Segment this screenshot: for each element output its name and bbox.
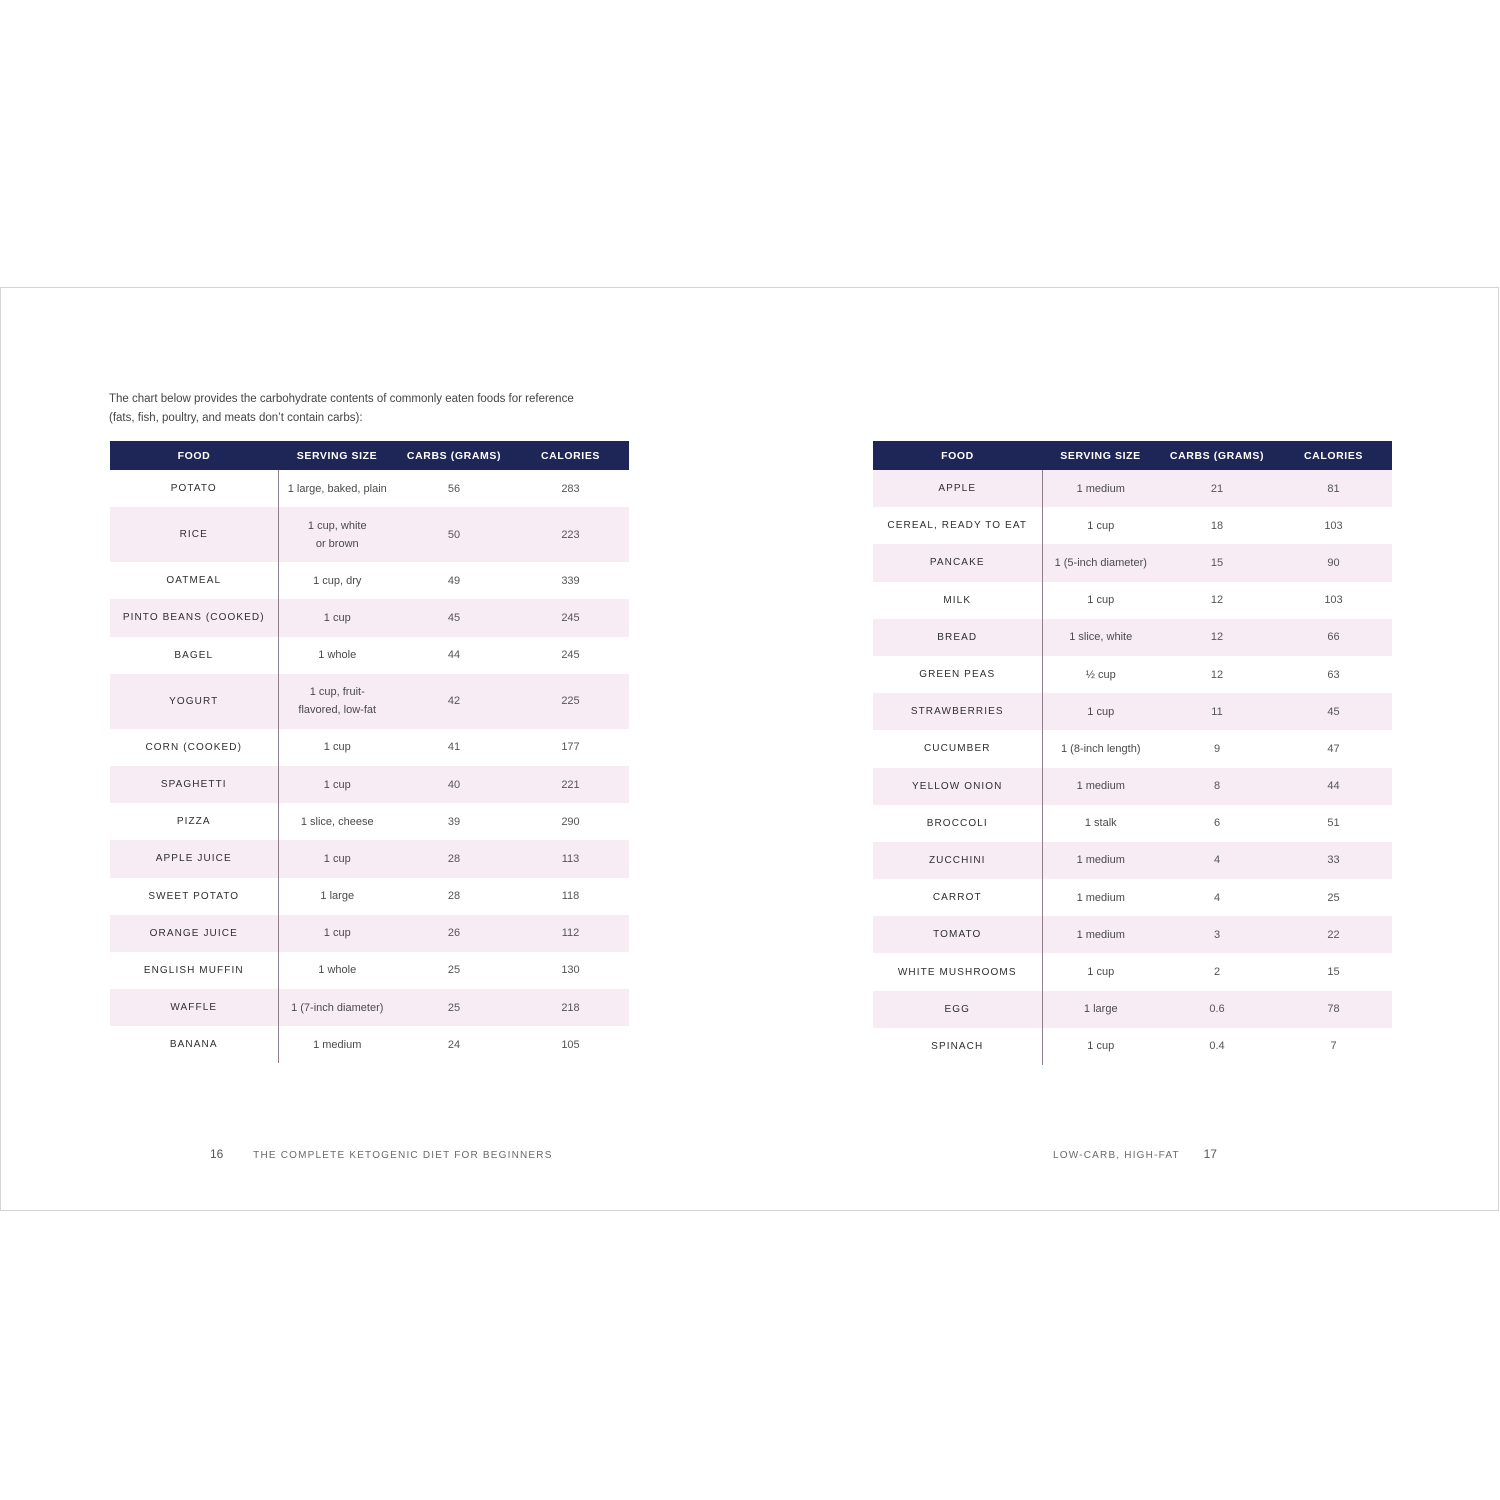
serving-size-cell: 1 slice, white [1042, 619, 1159, 656]
food-cell: BAGEL [110, 637, 278, 674]
table-row [873, 1028, 1392, 1065]
serving-size-cell: 1 cup [278, 766, 396, 803]
food-cell: OATMEAL [110, 562, 278, 599]
header-calories: CALORIES [1275, 441, 1392, 470]
carbs-cell: 12 [1159, 619, 1275, 656]
calories-cell: 103 [1324, 594, 1343, 607]
serving-size-cell: ½ cup [1085, 668, 1116, 681]
calories-cell: 66 [1275, 619, 1392, 656]
serving-size-cell: 1 cup [1087, 594, 1115, 607]
calories-cell: 283 [561, 482, 580, 495]
table-row [110, 878, 629, 915]
header-calories: CALORIES [512, 441, 629, 470]
calories-cell: 245 [512, 599, 629, 636]
carbs-cell: 4 [1213, 891, 1221, 904]
food-cell: CEREAL, READY TO EAT [873, 507, 1042, 544]
table-row [873, 768, 1392, 805]
serving-size-cell: 1 slice, cheese [300, 815, 374, 828]
calories-cell: 90 [1275, 544, 1392, 581]
table-row [873, 656, 1392, 693]
table-row [110, 637, 629, 674]
table-row [873, 730, 1392, 767]
serving-size-cell: 1 cup [1087, 519, 1115, 532]
table-row [110, 674, 629, 729]
serving-size-cell: 1 (5-inch diameter) [1042, 544, 1159, 581]
table-row [110, 952, 629, 989]
food-cell: SPINACH [873, 1028, 1042, 1065]
table-row [110, 915, 629, 952]
header-food: FOOD [110, 441, 278, 470]
food-cell: BROCCOLI [873, 805, 1042, 842]
footer-right [1053, 1147, 1217, 1161]
header-carbs: CARBS (GRAMS) [1159, 441, 1275, 470]
calories-cell: 81 [1275, 470, 1392, 507]
carbs-cell: 0.6 [1159, 991, 1275, 1028]
serving-size-cell: 1 whole [318, 964, 357, 977]
calories-cell: 130 [561, 964, 580, 977]
serving-size-cell: 1 medium [313, 1038, 362, 1051]
food-cell: WHITE MUSHROOMS [873, 953, 1042, 990]
carbs-cell: 28 [396, 840, 512, 877]
serving-size-cell: 1 large [1042, 991, 1159, 1028]
serving-size-cell: 1 (7-inch diameter) [278, 989, 396, 1026]
food-cell: ENGLISH MUFFIN [110, 952, 278, 989]
calories-cell: 221 [512, 766, 629, 803]
carbs-cell: 24 [447, 1038, 461, 1051]
table-row [110, 562, 629, 599]
table-row [873, 582, 1392, 619]
carbs-cell: 21 [1159, 470, 1275, 507]
calories-cell: 105 [561, 1038, 580, 1051]
carb-table-right [873, 441, 1392, 1065]
carbs-cell: 11 [1159, 693, 1275, 730]
calories-cell: 44 [1275, 768, 1392, 805]
table-row [873, 916, 1392, 953]
table-row [110, 766, 629, 803]
page-number-left: 16 [210, 1147, 224, 1161]
food-cell: WAFFLE [110, 989, 278, 1026]
table-header-row [110, 441, 629, 470]
running-title-right: LOW-CARB, HIGH-FAT [1053, 1150, 1180, 1161]
calories-cell: 51 [1327, 817, 1340, 830]
table-row [873, 953, 1392, 990]
carbs-cell: 0.4 [1209, 1040, 1225, 1053]
food-cell: TOMATO [873, 916, 1042, 953]
food-cell: GREEN PEAS [873, 656, 1042, 693]
food-cell: YELLOW ONION [873, 768, 1042, 805]
table-row [110, 507, 629, 562]
calories-cell: 33 [1275, 842, 1392, 879]
table-row [110, 470, 629, 507]
serving-size-cell: 1 cup, white or brown [278, 507, 396, 562]
table-row [873, 991, 1392, 1028]
serving-size-cell: 1 cup, dry [313, 574, 362, 587]
calories-cell: 339 [561, 574, 580, 587]
carbs-cell: 6 [1213, 817, 1221, 830]
calories-cell: 225 [512, 674, 629, 729]
food-cell: ORANGE JUICE [110, 915, 278, 952]
food-cell: PANCAKE [873, 544, 1042, 581]
carbs-cell: 9 [1213, 742, 1221, 755]
table-row [873, 619, 1392, 656]
table-row [110, 989, 629, 1026]
food-cell: CARROT [873, 879, 1042, 916]
serving-size-cell: 1 medium [1042, 842, 1159, 879]
table-row [110, 803, 629, 840]
header-carbs: CARBS (GRAMS) [396, 441, 512, 470]
food-cell: APPLE [873, 470, 1042, 507]
carbs-cell: 2 [1213, 966, 1221, 979]
food-cell: CUCUMBER [873, 730, 1042, 767]
calories-cell: 113 [512, 840, 629, 877]
carbs-cell: 8 [1159, 768, 1275, 805]
food-cell: EGG [873, 991, 1042, 1028]
header-serving-size: SERVING SIZE [1042, 441, 1159, 470]
calories-cell: 245 [561, 649, 580, 662]
intro-paragraph: The chart below provides the carbohydrate contents of commonly eaten foods for reference (fats, fish, poultry, and meats don’t contain carbs): [109, 393, 574, 424]
carbs-cell: 25 [447, 964, 461, 977]
food-cell: SWEET POTATO [110, 878, 278, 915]
food-cell: RICE [110, 507, 278, 562]
calories-cell: 290 [561, 815, 580, 828]
calories-cell: 177 [561, 741, 580, 754]
carbs-cell: 3 [1159, 916, 1275, 953]
serving-size-cell: 1 cup [1087, 1040, 1115, 1053]
carbs-cell: 50 [396, 507, 512, 562]
food-cell: POTATO [110, 470, 278, 507]
food-cell: BANANA [110, 1026, 278, 1063]
serving-size-cell: 1 medium [1042, 470, 1159, 507]
serving-size-cell: 1 cup, fruit- flavored, low-fat [278, 674, 396, 729]
header-serving-size: SERVING SIZE [278, 441, 396, 470]
calories-cell: 112 [512, 915, 629, 952]
food-cell: ZUCCHINI [873, 842, 1042, 879]
serving-size-cell: 1 (8-inch length) [1061, 742, 1141, 755]
footer-left [210, 1147, 553, 1161]
calories-cell: 118 [561, 890, 580, 903]
food-cell: PIZZA [110, 803, 278, 840]
carbs-cell: 12 [1210, 668, 1224, 681]
serving-size-cell: 1 medium [1076, 891, 1125, 904]
carbs-cell: 42 [396, 674, 512, 729]
table-row [873, 507, 1392, 544]
serving-size-cell: 1 stalk [1084, 817, 1117, 830]
serving-size-cell: 1 cup [1042, 693, 1159, 730]
carbs-cell: 12 [1210, 594, 1224, 607]
food-cell: STRAWBERRIES [873, 693, 1042, 730]
table-row [873, 842, 1392, 879]
serving-size-cell: 1 large [320, 890, 355, 903]
table-row [110, 840, 629, 877]
food-cell: CORN (COOKED) [110, 729, 278, 766]
carbs-cell: 18 [1210, 519, 1224, 532]
food-cell: SPAGHETTI [110, 766, 278, 803]
header-food: FOOD [873, 441, 1042, 470]
serving-size-cell: 1 whole [318, 649, 357, 662]
calories-cell: 223 [512, 507, 629, 562]
carbs-cell: 44 [447, 649, 461, 662]
carbs-cell: 28 [447, 890, 461, 903]
food-cell: BREAD [873, 619, 1042, 656]
page-number-right: 17 [1203, 1147, 1217, 1161]
serving-size-cell: 1 cup [278, 599, 396, 636]
calories-cell: 47 [1327, 742, 1340, 755]
food-cell: APPLE JUICE [110, 840, 278, 877]
carbs-cell: 26 [396, 915, 512, 952]
table-row [110, 1026, 629, 1063]
carbs-cell: 4 [1159, 842, 1275, 879]
calories-cell: 45 [1275, 693, 1392, 730]
carbs-cell: 56 [447, 482, 461, 495]
carbs-cell: 15 [1159, 544, 1275, 581]
calories-cell: 7 [1330, 1040, 1337, 1053]
serving-size-cell: 1 large, baked, plain [287, 482, 387, 495]
carbs-cell: 39 [447, 815, 461, 828]
calories-cell: 15 [1327, 966, 1340, 979]
carbs-cell: 40 [396, 766, 512, 803]
carbs-cell: 25 [396, 989, 512, 1026]
food-cell: YOGURT [110, 674, 278, 729]
carbs-cell: 49 [447, 574, 461, 587]
serving-size-cell: 1 medium [1042, 768, 1159, 805]
serving-size-cell: 1 medium [1042, 916, 1159, 953]
calories-cell: 78 [1275, 991, 1392, 1028]
serving-size-cell: 1 cup [278, 915, 396, 952]
serving-size-cell: 1 cup [323, 741, 351, 754]
carbs-cell: 45 [396, 599, 512, 636]
calories-cell: 218 [512, 989, 629, 1026]
table-row [873, 693, 1392, 730]
calories-cell: 103 [1324, 519, 1343, 532]
serving-size-cell: 1 cup [1087, 966, 1115, 979]
calories-cell: 25 [1327, 891, 1340, 904]
running-title-left: THE COMPLETE KETOGENIC DIET FOR BEGINNERS [253, 1150, 553, 1161]
table-row [873, 805, 1392, 842]
food-cell: MILK [873, 582, 1042, 619]
table-row [873, 544, 1392, 581]
carbs-cell: 41 [447, 741, 461, 754]
serving-size-cell: 1 cup [278, 840, 396, 877]
table-row [873, 470, 1392, 507]
table-row [110, 729, 629, 766]
table-header-row [873, 441, 1392, 470]
calories-cell: 63 [1327, 668, 1340, 681]
table-row [110, 599, 629, 636]
table-row [873, 879, 1392, 916]
food-cell: PINTO BEANS (COOKED) [110, 599, 278, 636]
calories-cell: 22 [1275, 916, 1392, 953]
carb-table-left [110, 441, 629, 1063]
